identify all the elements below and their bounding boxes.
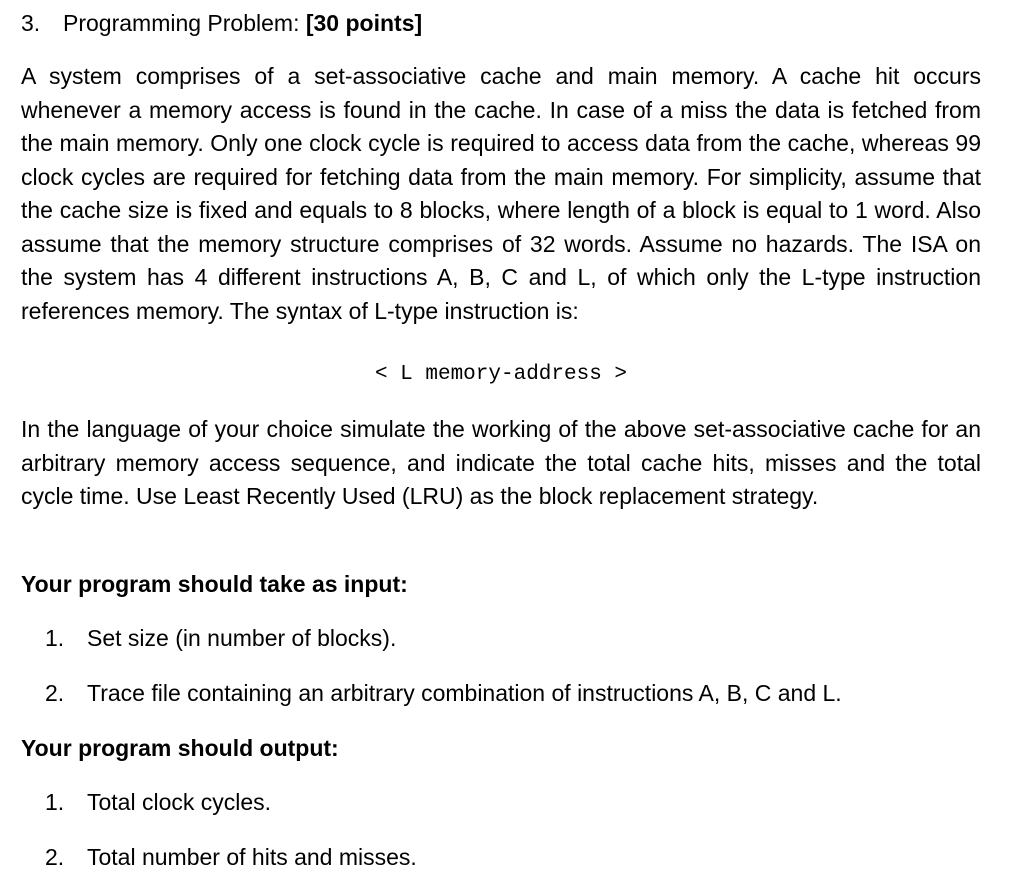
list-index: 1.	[45, 789, 65, 815]
l-instruction-syntax: < L memory-address >	[374, 363, 628, 386]
list-item	[45, 623, 396, 653]
problem-number: 3.	[21, 10, 41, 36]
list-item	[45, 678, 842, 708]
problem-heading	[21, 8, 422, 38]
list-item	[45, 842, 417, 872]
list-text: Trace file containing an arbitrary combination of instructions A, B, C and L.	[87, 680, 842, 706]
problem-points: [30 points]	[305, 10, 423, 36]
list-index: 2.	[45, 680, 65, 706]
list-text: Total clock cycles.	[87, 789, 272, 815]
list-item	[45, 787, 271, 817]
list-text: Total number of hits and misses.	[87, 844, 417, 870]
problem-description: A system comprises of a set-associative cache and main memory. A cache hit occurs whenever a memory access is found in the cache. In case of a miss the data is fetched from the main memory. Only one clock cycle is required to access data from the cache, whereas 99 clock cycles are required for fetching data from the main memory. For simplicity, assume that the cache size is fixed and equals to 8 blocks, where length of a block is equal to 1 word. Also assume that the memory structure comprises of 32 words. Assume no hazards. The ISA on the system has 4 different instructions A, B, C and L, of which only the L-type instruction references memory. The syntax of L-type instruction is:	[21, 63, 981, 324]
problem-title: Programming Problem:	[63, 10, 300, 36]
list-index: 2.	[45, 844, 65, 870]
input-heading: Your program should take as input:	[21, 571, 408, 597]
list-index: 1.	[45, 625, 65, 651]
task-description: In the language of your choice simulate the working of the above set-associative cache for an arbitrary memory access sequence, and indicate the total cache hits, misses and the total cycle time. Use Least Recently Used (LRU) as the block replacement strategy.	[21, 416, 981, 509]
output-heading: Your program should output:	[21, 735, 339, 761]
list-text: Set size (in number of blocks).	[87, 625, 397, 651]
